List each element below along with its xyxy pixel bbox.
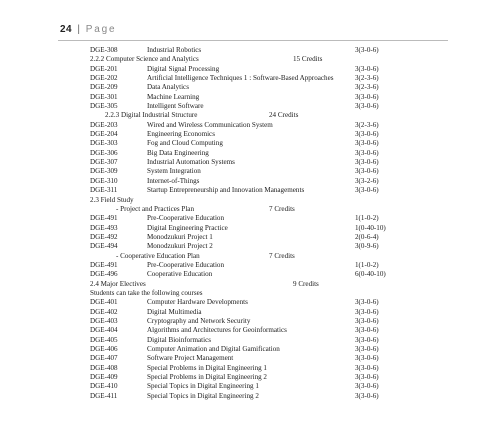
section-title: 2.4 Major Electives — [90, 279, 146, 288]
course-title: Intelligent Software — [147, 102, 204, 111]
line-text: Students can take the following courses — [90, 288, 203, 297]
section-credits: 15 Credits — [293, 55, 323, 64]
course-code: DGE-402 — [90, 307, 118, 316]
course-title: Pre-Cooperative Education — [147, 214, 225, 223]
text-line — [0, 289, 480, 298]
course-credits: 3(3-0-6) — [355, 186, 379, 195]
course-credits: 2(0-6-4) — [355, 232, 379, 241]
section-title: 2.2.2 Computer Science and Analytics — [90, 55, 199, 64]
page-separator: | — [77, 24, 81, 35]
course-row — [0, 270, 480, 279]
course-credits: 3(3-0-6) — [355, 307, 379, 316]
course-title: Digital Bioinformatics — [147, 335, 212, 344]
course-title: Cryptography and Network Security — [147, 316, 251, 325]
course-row — [0, 308, 480, 317]
course-credits: 3(0-9-6) — [355, 242, 379, 251]
course-code: DGE-410 — [90, 382, 118, 391]
course-code: DGE-491 — [90, 260, 118, 269]
course-credits: 3(3-0-6) — [355, 167, 379, 176]
course-row — [0, 354, 480, 363]
course-row — [0, 336, 480, 345]
course-row — [0, 373, 480, 382]
course-title: Software Project Management — [147, 354, 234, 363]
page-number: 24 — [60, 24, 73, 35]
course-row — [0, 345, 480, 354]
course-title: Special Problems in Digital Engineering 1 — [147, 363, 267, 372]
course-title: Digital Signal Processing — [147, 64, 220, 73]
course-code: DGE-311 — [90, 186, 118, 195]
plan-title: - Project and Practices Plan — [116, 204, 195, 213]
course-code: DGE-404 — [90, 326, 118, 335]
course-title: Internet-of-Things — [147, 176, 200, 185]
course-title: Cooperative Education — [147, 270, 213, 279]
section-heading — [0, 280, 480, 289]
course-row — [0, 93, 480, 102]
course-code: DGE-407 — [90, 354, 118, 363]
course-title: Artificial Intelligence Techniques 1 : Software-Based Approaches — [147, 74, 334, 83]
course-code: DGE-493 — [90, 223, 118, 232]
course-row — [0, 130, 480, 139]
course-credits: 3(3-0-6) — [355, 363, 379, 372]
course-credits: 3(3-0-6) — [355, 382, 379, 391]
plan-credits: 7 Credits — [269, 204, 295, 213]
line-text: 2.3 Field Study — [90, 195, 134, 204]
course-title: Digital Multimedia — [147, 307, 202, 316]
course-row — [0, 364, 480, 373]
course-code: DGE-492 — [90, 232, 118, 241]
course-list — [0, 46, 480, 401]
course-title: System Integration — [147, 167, 201, 176]
course-title: Industrial Robotics — [147, 46, 202, 54]
course-title: Wired and Wireless Communication System — [147, 120, 273, 129]
course-credits: 3(3-0-6) — [355, 139, 379, 148]
course-title: Fog and Cloud Computing — [147, 139, 223, 148]
course-credits: 1(1-0-2) — [355, 214, 379, 223]
course-title: Data Analytics — [147, 83, 189, 92]
course-credits: 3(3-0-6) — [355, 316, 379, 325]
course-code: DGE-496 — [90, 270, 118, 279]
course-credits: 3(2-3-6) — [355, 120, 379, 129]
course-credits: 3(2-3-6) — [355, 74, 379, 83]
course-row — [0, 186, 480, 195]
course-credits: 1(1-0-2) — [355, 260, 379, 269]
course-title: Digital Engineering Practice — [147, 223, 228, 232]
course-credits: 3(3-0-6) — [355, 373, 379, 382]
course-code: DGE-308 — [90, 46, 118, 54]
course-code: DGE-209 — [90, 83, 118, 92]
course-code: DGE-411 — [90, 391, 118, 400]
course-row — [0, 139, 480, 148]
course-code: DGE-405 — [90, 335, 118, 344]
course-code: DGE-305 — [90, 102, 118, 111]
course-credits: 3(2-3-6) — [355, 83, 379, 92]
plan-title: - Cooperative Education Plan — [116, 251, 200, 260]
course-title: Engineering Economics — [147, 130, 215, 139]
course-code: DGE-303 — [90, 139, 118, 148]
course-code: DGE-310 — [90, 176, 118, 185]
course-title: Computer Hardware Developments — [147, 298, 248, 307]
course-code: DGE-406 — [90, 345, 118, 353]
course-code: DGE-408 — [90, 363, 118, 372]
section-heading — [0, 55, 480, 64]
course-row — [0, 261, 480, 270]
course-credits: 3(3-0-6) — [355, 46, 379, 54]
course-title: Algorithms and Architectures for Geoinformatics — [147, 326, 287, 335]
page-header — [60, 24, 116, 35]
section-credits: 9 Credits — [293, 279, 319, 288]
course-code: DGE-202 — [90, 74, 118, 83]
course-code: DGE-203 — [90, 120, 118, 129]
course-code: DGE-204 — [90, 130, 118, 139]
course-row — [0, 83, 480, 92]
course-code: DGE-307 — [90, 158, 118, 167]
course-title: Industrial Automation Systems — [147, 158, 235, 167]
course-title: Startup Entrepreneurship and Innovation Managements — [147, 186, 305, 195]
course-row — [0, 382, 480, 391]
course-credits: 1(0-40-10) — [355, 223, 386, 232]
course-credits: 3(3-0-6) — [355, 335, 379, 344]
course-title: Machine Learning — [147, 92, 200, 101]
course-title: Special Topics in Digital Engineering 1 — [147, 382, 259, 391]
course-credits: 3(3-0-6) — [355, 158, 379, 167]
course-credits: 3(3-0-6) — [355, 391, 379, 400]
course-title: Big Data Engineering — [147, 148, 209, 157]
course-row — [0, 233, 480, 242]
course-credits: 3(3-0-6) — [355, 130, 379, 139]
course-row — [0, 167, 480, 176]
course-title: Special Topics in Digital Engineering 2 — [147, 391, 259, 400]
course-code: DGE-301 — [90, 92, 118, 101]
course-code: DGE-494 — [90, 242, 118, 251]
course-code: DGE-306 — [90, 148, 118, 157]
course-row — [0, 242, 480, 251]
course-row — [0, 298, 480, 307]
section-heading — [0, 111, 480, 120]
header-divider — [58, 40, 448, 41]
course-title: Computer Animation and Digital Gamification — [147, 345, 280, 353]
course-code: DGE-201 — [90, 64, 118, 73]
course-credits: 6(0-40-10) — [355, 270, 386, 279]
course-credits: 3(3-0-6) — [355, 148, 379, 157]
course-code: DGE-491 — [90, 214, 118, 223]
course-credits: 3(3-0-6) — [355, 345, 379, 353]
plan-heading — [0, 205, 480, 214]
course-code: DGE-409 — [90, 373, 118, 382]
course-code: DGE-309 — [90, 167, 118, 176]
course-row — [0, 149, 480, 158]
course-credits: 3(3-0-6) — [355, 92, 379, 101]
course-row — [0, 317, 480, 326]
course-title: Pre-Cooperative Education — [147, 260, 225, 269]
course-row — [0, 121, 480, 130]
course-row — [0, 214, 480, 223]
course-title: Monodzukuri Project 1 — [147, 232, 213, 241]
text-line — [0, 196, 480, 205]
course-row — [0, 326, 480, 335]
course-row — [0, 177, 480, 186]
course-credits: 3(3-0-6) — [355, 354, 379, 363]
course-credits: 3(3-0-6) — [355, 298, 379, 307]
course-row — [0, 392, 480, 401]
course-credits: 3(3-2-6) — [355, 176, 379, 185]
course-row — [0, 65, 480, 74]
course-credits: 3(3-0-6) — [355, 102, 379, 111]
course-title: Monodzukuri Project 2 — [147, 242, 213, 251]
course-row — [0, 224, 480, 233]
course-credits: 3(3-0-6) — [355, 64, 379, 73]
course-row — [0, 74, 480, 83]
section-credits: 24 Credits — [269, 111, 299, 120]
course-row — [0, 158, 480, 167]
course-code: DGE-401 — [90, 298, 118, 307]
plan-heading — [0, 252, 480, 261]
course-credits: 3(3-0-6) — [355, 326, 379, 335]
course-title: Special Problems in Digital Engineering 2 — [147, 373, 267, 382]
course-row — [0, 46, 480, 55]
plan-credits: 7 Credits — [269, 251, 295, 260]
course-code: DGE-403 — [90, 316, 118, 325]
page-word: Page — [85, 24, 117, 35]
course-row — [0, 102, 480, 111]
section-title: 2.2.3 Digital Industrial Structure — [105, 111, 198, 120]
